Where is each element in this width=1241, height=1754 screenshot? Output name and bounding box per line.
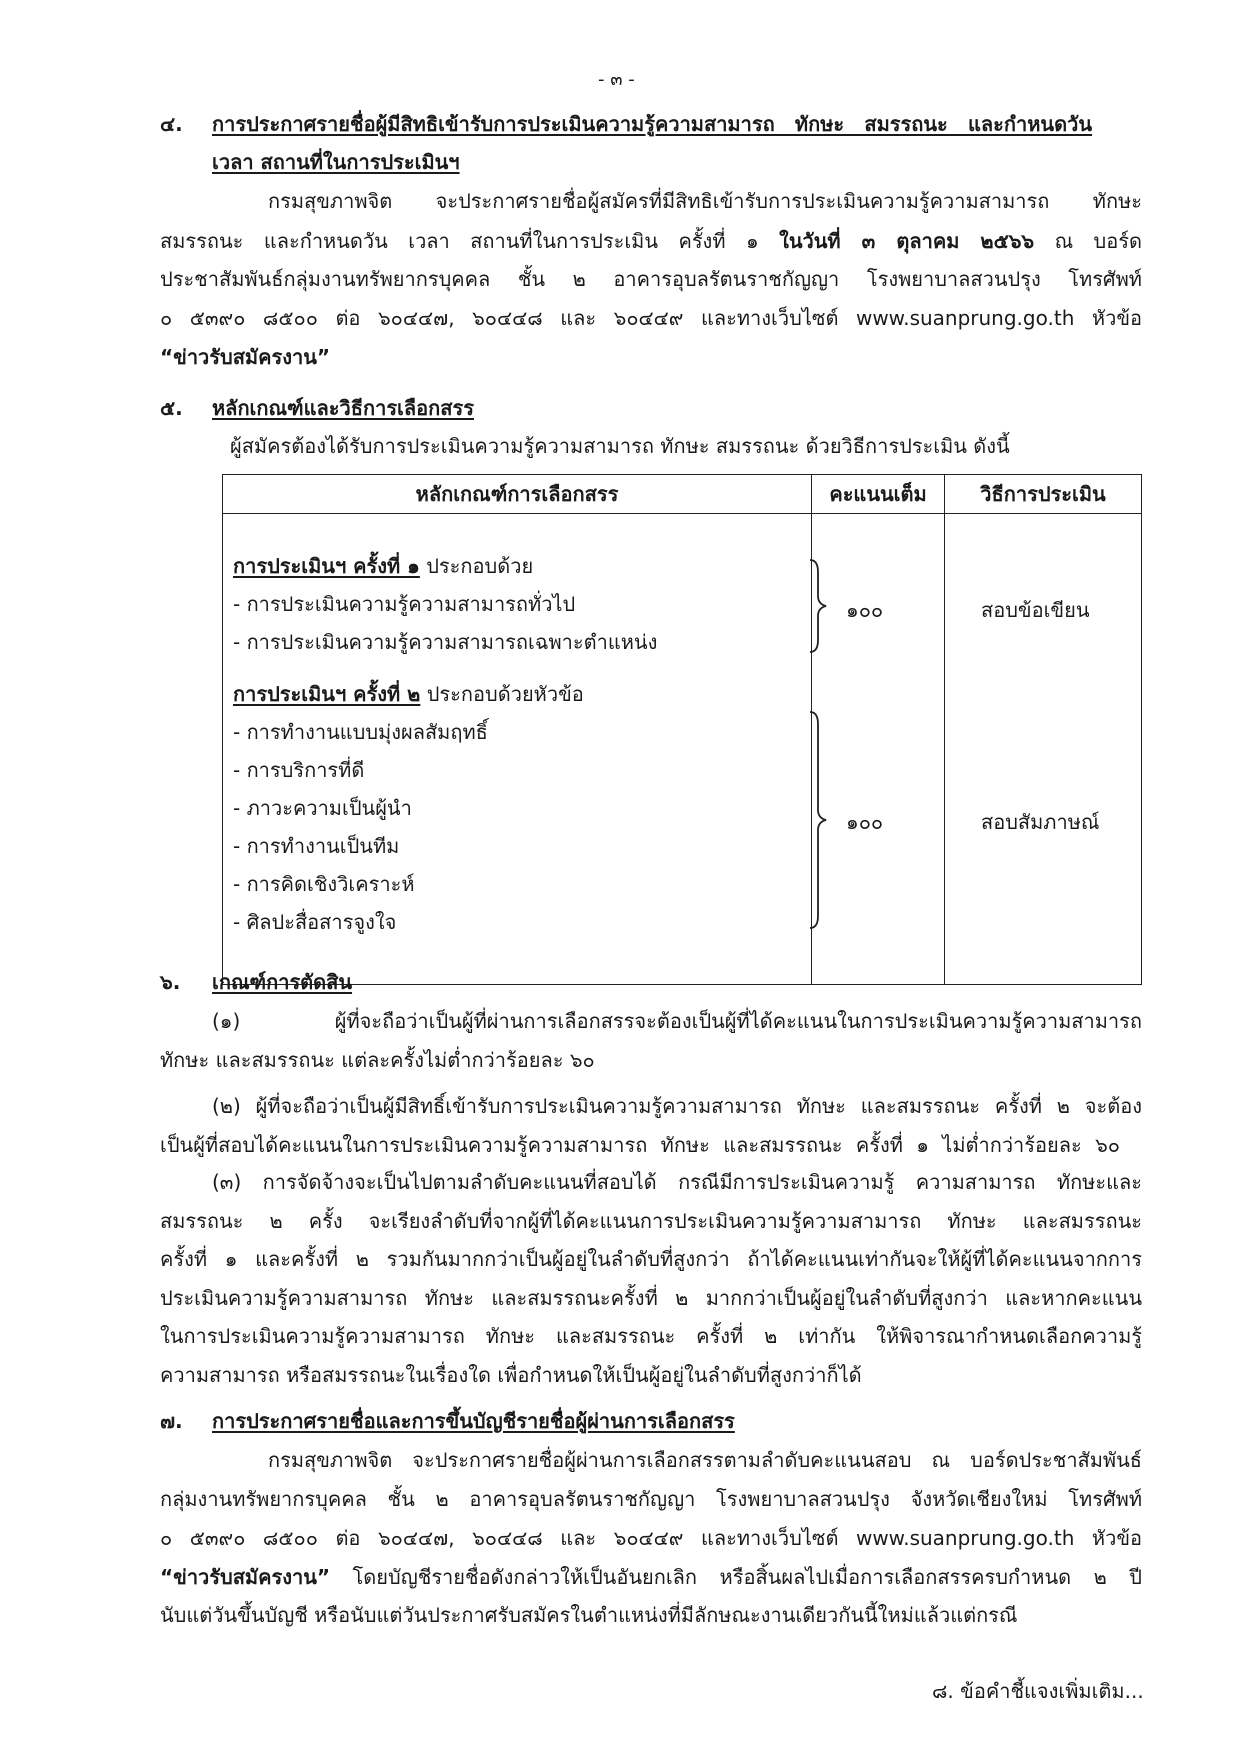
section4-paragraph-line3: ประชาสัมพันธ์กลุ่มงานทรัพยากรบุคคล ชั้น ๒ อาคารอุบลรัตนราชกัญญา โรงพยาบาลสวนปรุง โทรศัพท์ <box>160 267 1142 291</box>
section6-criterion3-line2: สมรรถนะ ๒ ครั้ง จะเรียงลำดับที่จากผู้ที่ได้คะแนนการประเมินความรู้ความสามารถ ทักษะ และสมรรถนะ <box>160 1209 1142 1233</box>
group1-item: - การประเมินความรู้ความสามารถเฉพาะตำแหน่ง <box>233 630 658 654</box>
section4-line2-text-b: ณ บอร์ด <box>1034 229 1142 253</box>
criteria-table-body-row <box>223 514 1142 985</box>
section4-paragraph-line2 <box>160 225 1142 257</box>
score-header: คะแนนเต็ม <box>812 475 945 514</box>
section4-line2-text-a: สมรรถนะ และกำหนดวัน เวลา สถานที่ในการประเมิน ครั้งที่ ๑ <box>160 229 780 253</box>
section7-paragraph-line4 <box>160 1561 1142 1593</box>
group1-title-line <box>233 550 533 582</box>
section7-line4-bold: “ข่าวรับสมัครงาน” <box>160 1565 331 1589</box>
section7-heading: การประกาศรายชื่อและการขึ้นบัญชีรายชื่อผู้ผ่านการเลือกสรร <box>212 1409 735 1433</box>
group1-suffix: ประกอบด้วย <box>419 554 534 578</box>
group2-item: - การทำงานเป็นทีม <box>233 834 400 858</box>
section6-number: ๖. <box>160 970 181 994</box>
section4-paragraph-line4: ๐ ๕๓๙๐ ๘๕๐๐ ต่อ ๖๐๔๔๗, ๖๐๔๔๘ และ ๖๐๔๔๙ และทางเว็บไซต์ www.suanprung.go.th หัวข้อ <box>160 306 1142 330</box>
group1-brace <box>808 558 828 654</box>
group1-method: สอบข้อเขียน <box>981 598 1090 622</box>
section7-number: ๗. <box>160 1409 183 1433</box>
score-cell <box>812 514 945 985</box>
section4-announce-date: ในวันที่ ๓ ตุลาคม ๒๕๖๖ <box>779 229 1035 253</box>
group2-brace <box>808 710 828 930</box>
criteria-table-header-row <box>223 475 1142 514</box>
section6-criterion3-line4: ประเมินความรู้ความสามารถ ทักษะ และสมรรถนะครั้งที่ ๒ มากกว่าเป็นผู้อยู่ในลำดับที่สูงกว่า และหากคะแนน <box>160 1286 1142 1310</box>
section6-criterion3-line3: ครั้งที่ ๑ และครั้งที่ ๒ รวมกันมากกว่าเป็นผู้อยู่ในลำดับที่สูงกว่า ถ้าได้คะแนนเท่ากันจะให้ผู้ที่ได้คะแนนจากการ <box>160 1247 1142 1271</box>
group1-score: ๑๐๐ <box>846 598 884 622</box>
group2-item: - การคิดเชิงวิเคราะห์ <box>233 872 415 896</box>
criteria-cell <box>223 514 812 985</box>
group2-title-line <box>233 678 584 710</box>
section4-paragraph-line5: “ข่าวรับสมัครงาน” <box>160 345 331 369</box>
section7-paragraph-line5: นับแต่วันขึ้นบัญชี หรือนับแต่วันประกาศรับสมัครในตำแหน่งที่มีลักษณะงานเดียวกันนี้ใหม่แล้วแต่กรณี <box>160 1603 1018 1627</box>
section6-criterion3-line6: ความสามารถ หรือสมรรถนะในเรื่องใด เพื่อกำหนดให้เป็นผู้อยู่ในลำดับที่สูงกว่าก็ได้ <box>160 1363 862 1387</box>
group2-item: - ภาวะความเป็นผู้นำ <box>233 796 412 820</box>
group2-suffix: ประกอบด้วยหัวข้อ <box>420 682 584 706</box>
group2-title: การประเมินฯ ครั้งที่ ๒ <box>233 682 421 706</box>
section6-criterion3-line5: ในการประเมินความรู้ความสามารถ ทักษะ และสมรรถนะ ครั้งที่ ๒ เท่ากัน ให้พิจารณากำหนดเลือกความรู้ <box>160 1324 1142 1348</box>
section6-criterion3-line1: (๓) การจัดจ้างจะเป็นไปตามลำดับคะแนนที่สอบได้ กรณีมีการประเมินความรู้ ความสามารถ ทักษะและ <box>212 1170 1142 1194</box>
section5-heading: หลักเกณฑ์และวิธีการเลือกสรร <box>212 396 474 420</box>
section7-paragraph-line2: กลุ่มงานทรัพยากรบุคคล ชั้น ๒ อาคารอุบลรัตนราชกัญญา โรงพยาบาลสวนปรุง จังหวัดเชียงใหม่ โทรศัพท์ <box>160 1487 1142 1511</box>
section5-number: ๕. <box>160 396 183 420</box>
group1-item: - การประเมินความรู้ความสามารถทั่วไป <box>233 592 576 616</box>
page-number: - ๓ - <box>598 69 635 90</box>
method-header: วิธีการประเมิน <box>945 475 1142 514</box>
method-cell <box>945 514 1142 985</box>
group2-item: - ศิลปะสื่อสารจูงใจ <box>233 910 397 934</box>
group2-item: - การทำงานแบบมุ่งผลสัมฤทธิ์ <box>233 720 488 744</box>
section7-paragraph-line3: ๐ ๕๓๙๐ ๘๕๐๐ ต่อ ๖๐๔๔๗, ๖๐๔๔๘ และ ๖๐๔๔๙ และทางเว็บไซต์ www.suanprung.go.th หัวข้อ <box>160 1526 1142 1550</box>
group1-title: การประเมินฯ ครั้งที่ ๑ <box>233 554 420 578</box>
section6-criterion1-line1: (๑) ผู้ที่จะถือว่าเป็นผู้ที่ผ่านการเลือกสรรจะต้องเป็นผู้ที่ได้คะแนนในการประเมินความรู้ความสามารถ <box>212 1009 1142 1033</box>
section6-heading: เกณฑ์การตัดสิน <box>212 970 353 994</box>
section5-intro: ผู้สมัครต้องได้รับการประเมินความรู้ความสามารถ ทักษะ สมรรถนะ ด้วยวิธีการประเมิน ดังนี้ <box>230 434 1010 458</box>
section6-criterion2-line1: (๒) ผู้ที่จะถือว่าเป็นผู้มีสิทธิ์เข้ารับการประเมินความรู้ความสามารถ ทักษะ และสมรรถนะ ครั้งที่ ๒ จะต้อง <box>212 1094 1142 1118</box>
group2-item: - การบริการที่ดี <box>233 758 365 782</box>
section4-number: ๔. <box>160 112 183 136</box>
group2-method: สอบสัมภาษณ์ <box>981 810 1100 834</box>
section7-line4-rest: โดยบัญชีรายชื่อดังกล่าวให้เป็นอันยกเลิก หรือสิ้นผลไปเมื่อการเลือกสรรครบกำหนด ๒ ปี <box>330 1565 1142 1589</box>
section4-heading-line1: การประกาศรายชื่อผู้มีสิทธิเข้ารับการประเมินความรู้ความสามารถ ทักษะ สมรรถนะ และกำหนดวัน <box>212 112 1092 136</box>
criteria-header: หลักเกณฑ์การเลือกสรร <box>223 475 812 514</box>
criteria-table <box>222 474 1142 985</box>
group2-score: ๑๐๐ <box>846 810 884 834</box>
next-page-continuation: ๘. ข้อคำชี้แจงเพิ่มเติม... <box>932 1679 1144 1703</box>
section6-criterion2-line2: เป็นผู้ที่สอบได้คะแนนในการประเมินความรู้ความสามารถ ทักษะ และสมรรถนะ ครั้งที่ ๑ ไม่ต่ำกว่าร้อยละ ๖๐ <box>160 1133 1120 1157</box>
section7-paragraph-line1: กรมสุขภาพจิต จะประกาศรายชื่อผู้ผ่านการเลือกสรรตามลำดับคะแนนสอบ ณ บอร์ดประชาสัมพันธ์ <box>268 1448 1142 1472</box>
section4-paragraph-line1: กรมสุขภาพจิต จะประกาศรายชื่อผู้สมัครที่มีสิทธิเข้ารับการประเมินความรู้ความสามารถ ทักษะ <box>268 189 1142 213</box>
section6-criterion1-line2: ทักษะ และสมรรถนะ แต่ละครั้งไม่ต่ำกว่าร้อยละ ๖๐ <box>160 1048 595 1072</box>
section4-heading-line2: เวลา สถานที่ในการประเมินฯ <box>212 150 460 174</box>
